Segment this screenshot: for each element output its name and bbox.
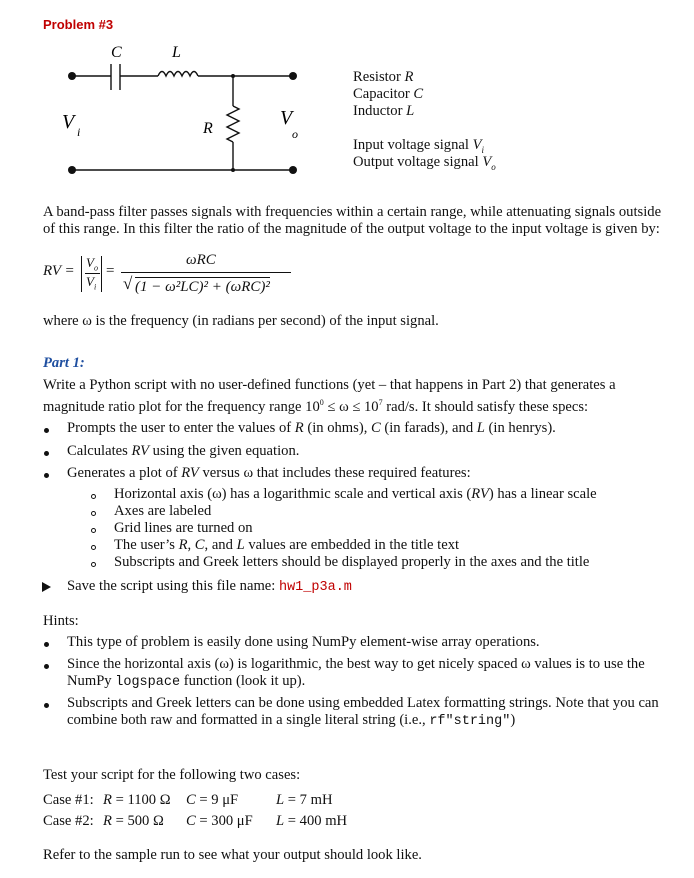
hint-latex-line-2: combine both raw and formatted in a single literal string (i.e., rf"string") — [67, 712, 516, 729]
spec-bullet-plot: Generates a plot of RV versus ω that includes these required features: — [67, 465, 471, 481]
equation-lhs: RV = — [43, 263, 75, 279]
test-intro: Test your script for the following two cases: — [43, 767, 301, 783]
feature-log-scale: Horizontal axis (ω) has a logarithmic scale and vertical axis (RV) has a linear scale — [114, 486, 597, 502]
feature-grid: Grid lines are turned on — [114, 520, 253, 536]
circuit-diagram — [0, 0, 340, 190]
hint-latex-line-1: Subscripts and Greek letters can be done using embedded Latex formatting strings. Note that you can — [67, 695, 659, 711]
legend-output-voltage: Output voltage signal $V_o$ — [353, 154, 496, 172]
feature-subscripts: Subscripts and Greek letters should be displayed properly in the axes and the title — [114, 554, 590, 570]
input-terminal-bottom — [68, 166, 76, 174]
omega-definition: where ω is the frequency (in radians per second) of the input signal. — [43, 313, 439, 329]
refer-sample-run: Refer to the sample run to see what your output should look like. — [43, 847, 422, 863]
save-instruction: Save the script using this file name: hw1_p3a.m — [67, 578, 352, 595]
part1-heading: Part 1: — [43, 355, 85, 371]
legend-resistor: Resistor R — [353, 69, 414, 85]
inductor-label: L — [172, 44, 181, 61]
filename: hw1_p3a.m — [278, 580, 352, 595]
part1-intro-line-1: Write a Python script with no user-defined functions (yet – that happens in Part 2) that generates a — [43, 377, 616, 393]
spec-bullet-calculate: Calculates RV using the given equation. — [67, 443, 300, 459]
hint-logspace-line-2: NumPy logspace function (look it up). — [67, 673, 306, 690]
vo-subscript: o — [292, 127, 298, 141]
capacitor-label: C — [111, 44, 122, 61]
equation-denominator: (1 − ω²LC)² + (ωRC)² — [135, 279, 270, 295]
legend-input-voltage: Input voltage signal $V_i$ — [353, 137, 485, 155]
hint-numpy: This type of problem is easily done using NumPy element-wise array operations. — [67, 634, 540, 650]
equation-numerator: ωRC — [186, 252, 216, 268]
legend-capacitor: Capacitor C — [353, 86, 424, 102]
vi-label: V — [62, 111, 75, 133]
output-terminal-top — [289, 72, 297, 80]
feature-axes-labeled: Axes are labeled — [114, 503, 212, 519]
intro-line-1: A band-pass filter passes signals with frequencies within a certain range, while attenuating signals outside — [43, 204, 662, 220]
arrow-bullet-icon — [42, 582, 51, 592]
part1-intro-line-2: magnitude ratio plot for the frequency range $10^0 \le \omega \le 10^7$ rad/s. It should satisfy these specs: — [43, 398, 589, 415]
vi-subscript: i — [77, 125, 81, 139]
feature-title-values: The user’s R, C, and L values are embedded in the title text — [114, 537, 460, 553]
intro-line-2: of this range. In this filter the ratio of the magnitude of the output voltage to the input voltage is given by: — [43, 221, 660, 237]
output-terminal-bottom — [289, 166, 297, 174]
hints-heading: Hints: — [43, 613, 79, 629]
resistor-label: R — [203, 120, 213, 137]
legend-inductor: Inductor L — [353, 103, 415, 119]
problem-title: Problem #3 — [43, 17, 114, 32]
input-terminal-top — [68, 72, 76, 80]
hint-logspace-line-1: Since the horizontal axis (ω) is logarithmic, the best way to get nicely spaced ω values is to use the — [67, 656, 645, 672]
vo-label: V — [280, 107, 293, 129]
spec-bullet-prompt: Prompts the user to enter the values of R (in ohms), C (in farads), and L (in henrys). — [67, 420, 556, 436]
